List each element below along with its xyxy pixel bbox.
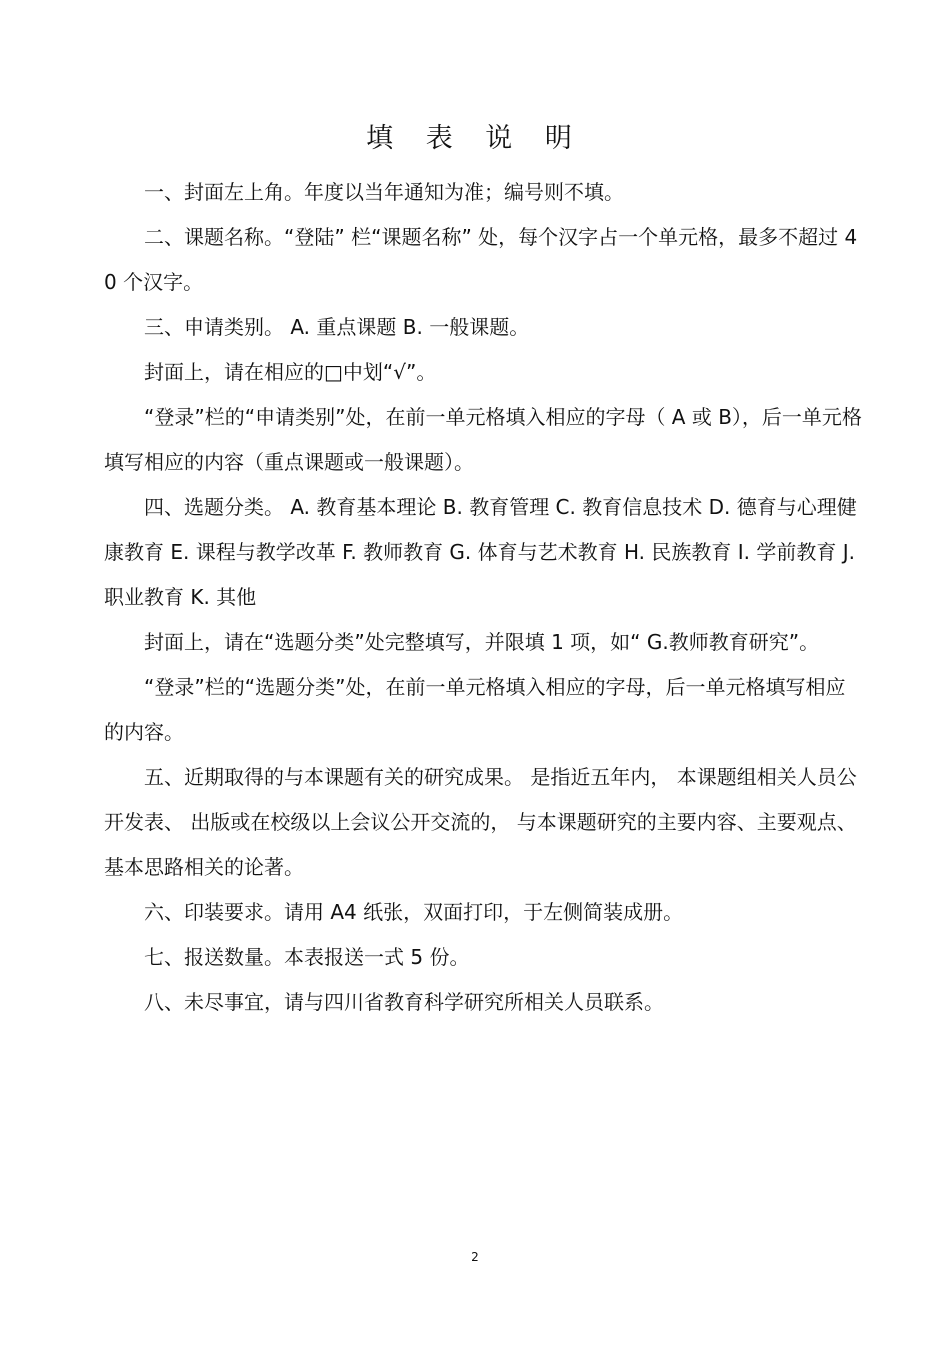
paragraph-3: 三、申请类别。 A. 重点课题 B. 一般课题。	[144, 315, 530, 339]
paragraph-10: 六、印装要求。请用 A4 纸张，双面打印，于左侧简装成册。	[144, 900, 684, 924]
paragraph-4: 封面上，请在相应的□中划“√”。	[144, 360, 437, 384]
paragraph-6: 四、选题分类。 A. 教育基本理论 B. 教育管理 C. 教育信息技术 D. 德育与心理健康教育 E. 课程与教学改革 F. 教师教育 G. 体育与艺术教育 H. 民族教育 I. 学前教育 J. 职业教育 K. 其他	[104, 495, 857, 609]
paragraph-11: 七、报送数量。本表报送一式 5 份。	[144, 945, 470, 969]
page-number: 2	[471, 1250, 479, 1264]
paragraph-7: 封面上，请在“选题分类”处完整填写，并限填 1 项，如“ G.教师教育研究”。	[144, 630, 820, 654]
page-title: 填 表 说 明	[366, 123, 584, 154]
paragraph-5: “登录”栏的“申请类别”处，在前一单元格填入相应的字母（ A 或 B），后一单元格填写相应的内容（重点课题或一般课题）。	[104, 405, 862, 474]
paragraph-9: 五、近期取得的与本课题有关的研究成果。 是指近五年内， 本课题组相关人员公开发表、 出版或在校级以上会议公开交流的， 与本课题研究的主要内容、主要观点、基本思路相关的论著。	[104, 765, 857, 879]
instructions-body	[104, 170, 864, 1025]
paragraph-8: “登录”栏的“选题分类”处，在前一单元格填入相应的字母，后一单元格填写相应的内容。	[104, 675, 846, 744]
paragraph-1: 一、封面左上角。年度以当年通知为准；编号则不填。	[144, 180, 624, 204]
paragraph-2: 二、课题名称。“登陆” 栏“课题名称” 处，每个汉字占一个单元格，最多不超过 40 个汉字。	[104, 225, 858, 294]
paragraph-12: 八、未尽事宜，请与四川省教育科学研究所相关人员联系。	[144, 990, 664, 1014]
